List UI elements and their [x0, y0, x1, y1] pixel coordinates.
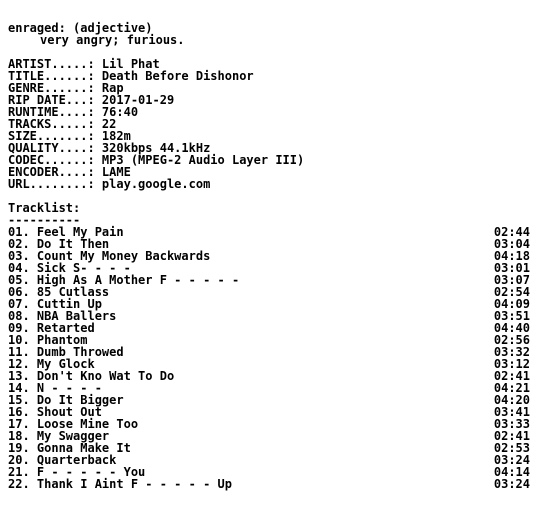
- release-info: [8, 58, 530, 190]
- track-time: 04:14: [493, 465, 530, 479]
- track-time: 03:24: [493, 477, 530, 491]
- track-title: 10. Phantom: [8, 333, 88, 347]
- track-title: 16. Shout Out: [8, 405, 102, 419]
- spacer: [8, 190, 530, 202]
- track-time: 04:09: [493, 297, 530, 311]
- info-value: play.google.com: [101, 177, 211, 191]
- track-title: 01. Feel My Pain: [8, 225, 124, 239]
- tracklist-underline: ----------: [8, 213, 81, 227]
- info-label: CODEC......:: [8, 153, 102, 167]
- track-title: 08. NBA Ballers: [8, 309, 117, 323]
- track-time: 04:20: [493, 393, 530, 407]
- track-time: 02:41: [493, 369, 530, 383]
- track-title: 05. High As A Mother F - - - - -: [8, 273, 240, 287]
- info-label: ARTIST.....:: [8, 57, 102, 71]
- track-time: 02:53: [493, 441, 530, 455]
- info-value: 2017-01-29: [101, 93, 175, 107]
- info-value: 320kbps 44.1kHz: [101, 141, 211, 155]
- track-time: 04:21: [493, 381, 530, 395]
- info-value: Lil Phat: [101, 57, 160, 71]
- track-time: 03:32: [493, 345, 530, 359]
- track-time: 03:24: [493, 453, 530, 467]
- track-time: 03:41: [493, 405, 530, 419]
- track-title: 13. Don't Kno Wat To Do: [8, 369, 175, 383]
- track-time: 03:12: [493, 357, 530, 371]
- track-title: 06. 85 Cutlass: [8, 285, 110, 299]
- info-label: URL........:: [8, 177, 102, 191]
- track-time: 04:40: [493, 321, 530, 335]
- track-time: 02:41: [493, 429, 530, 443]
- info-label: GENRE......:: [8, 81, 102, 95]
- track-title: 03. Count My Money Backwards: [8, 249, 211, 263]
- info-label: SIZE.......:: [8, 129, 102, 143]
- track-time: 02:54: [493, 285, 530, 299]
- info-value: LAME: [101, 165, 131, 179]
- track-title: 07. Cuttin Up: [8, 297, 102, 311]
- track-title: 09. Retarted: [8, 321, 95, 335]
- info-label: TRACKS.....:: [8, 117, 102, 131]
- info-value: 182m: [101, 129, 131, 143]
- info-label: RUNTIME....:: [8, 105, 102, 119]
- track-title: 02. Do It Then: [8, 237, 110, 251]
- track-title: 14. N - - - -: [8, 381, 102, 395]
- info-url: [8, 178, 530, 190]
- track-title: 12. My Glock: [8, 357, 95, 371]
- nfo-document: [8, 22, 530, 490]
- track-title: 17. Loose Mine Too: [8, 417, 139, 431]
- track-time: 02:56: [493, 333, 530, 347]
- info-value: Death Before Dishonor: [101, 69, 254, 83]
- track-time: 03:04: [493, 237, 530, 251]
- info-value: Rap: [101, 81, 124, 95]
- track-time: 03:33: [493, 417, 530, 431]
- info-value: 76:40: [101, 105, 139, 119]
- info-value: MP3 (MPEG-2 Audio Layer III): [101, 153, 305, 167]
- info-label: ENCODER....:: [8, 165, 102, 179]
- info-label: RIP DATE...:: [8, 93, 102, 107]
- track-title: 18. My Swagger: [8, 429, 110, 443]
- definition-meaning: very angry; furious.: [40, 33, 185, 47]
- track-title: 21. F - - - - - You: [8, 465, 146, 479]
- track-title: 22. Thank I Aint F - - - - - Up: [8, 477, 232, 491]
- track-time: 02:44: [493, 225, 530, 239]
- track-time: 03:01: [493, 261, 530, 275]
- track-time: 03:07: [493, 273, 530, 287]
- definition-word: enraged: (adjective): [8, 21, 153, 35]
- track-title: 11. Dumb Throwed: [8, 345, 124, 359]
- track-row: [8, 478, 530, 490]
- track-title: 04. Sick S- - - -: [8, 261, 131, 275]
- track-title: 20. Quarterback: [8, 453, 117, 467]
- track-time: 03:51: [493, 309, 530, 323]
- tracklist: [8, 226, 530, 490]
- track-time: 04:18: [493, 249, 530, 263]
- tracklist-heading: Tracklist:: [8, 201, 81, 215]
- info-label: TITLE......:: [8, 69, 102, 83]
- info-label: QUALITY....:: [8, 141, 102, 155]
- info-value: 22: [101, 117, 117, 131]
- track-title: 19. Gonna Make It: [8, 441, 131, 455]
- track-title: 15. Do It Bigger: [8, 393, 124, 407]
